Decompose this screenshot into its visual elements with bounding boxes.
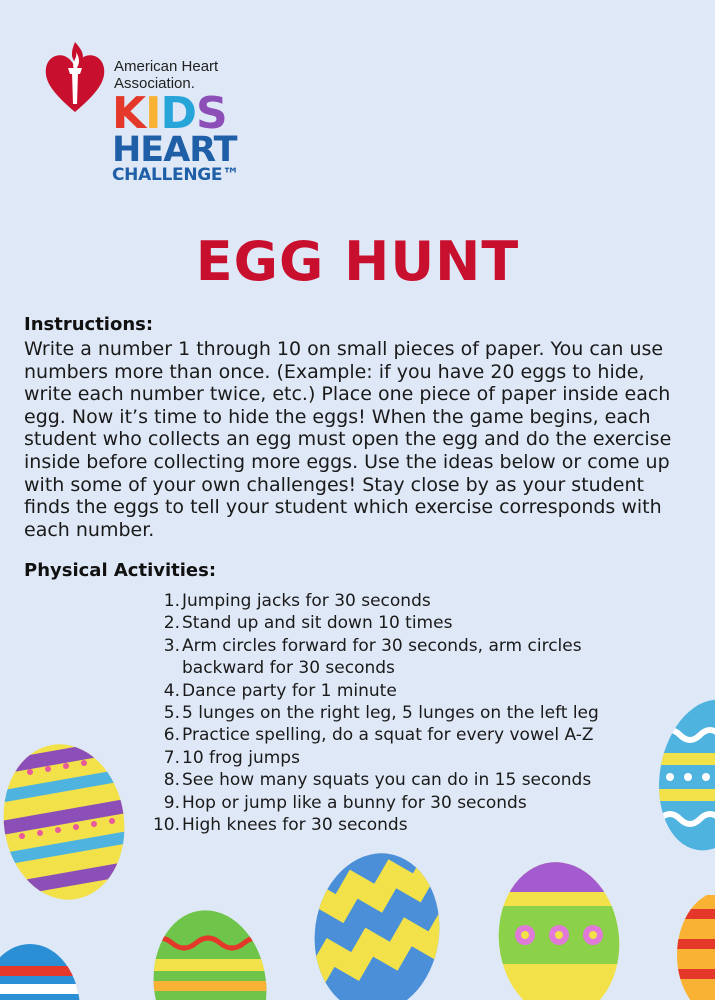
- easter-egg-icon: [0, 740, 135, 905]
- list-item-number: 4.: [163, 680, 180, 701]
- list-item-number: 6.: [163, 725, 180, 746]
- easter-egg-icon: [305, 845, 445, 1000]
- aha-wordmark: [114, 58, 218, 92]
- list-item-text: Arm circles forward for 30 seconds, arm circles backward for 30 seconds: [182, 635, 582, 679]
- easter-egg-icon: [148, 905, 273, 1000]
- page-title: EGG HUNT: [195, 230, 520, 293]
- list-item-text: Dance party for 1 minute: [182, 680, 397, 701]
- aha-line-2: Association.: [114, 75, 195, 92]
- easter-egg-icon: [495, 858, 625, 1000]
- list-item: [152, 724, 652, 746]
- list-item: [152, 702, 652, 724]
- list-item-number: 1.: [163, 591, 180, 611]
- list-item: [152, 612, 652, 634]
- kids-heart-challenge-logo: [42, 38, 242, 188]
- activities-list: [152, 590, 652, 836]
- list-item-text: 5 lunges on the right leg, 5 lunges on the left leg: [182, 703, 599, 724]
- list-item-number: 3.: [163, 635, 180, 656]
- list-item-text: Jumping jacks for 30 seconds: [182, 591, 431, 611]
- list-item-text: 10 frog jumps: [182, 747, 300, 768]
- list-item: [152, 769, 652, 791]
- list-item-number: 2.: [163, 613, 180, 634]
- list-item-text: High knees for 30 seconds: [182, 815, 408, 836]
- kids-word: [112, 88, 239, 139]
- list-item-number: 7.: [163, 747, 180, 768]
- easter-egg-icon: [0, 940, 80, 1000]
- list-item: [152, 747, 652, 769]
- list-item-text: Stand up and sit down 10 times: [182, 613, 453, 634]
- list-item-text: Hop or jump like a bunny for 30 seconds: [182, 792, 527, 813]
- kids-letter-k: K: [112, 88, 146, 139]
- list-item-number: 9.: [163, 792, 180, 813]
- instructions-body: Write a number 1 through 10 on small pieces of paper. You can use numbers more than once. (Example: if you have 20 eggs to hide, write each number twice, etc.) Place one piece of paper inside each egg. Now it’s time to hide the eggs! When the game begins, each student who collects an egg must open the egg and do the exercise inside before collecting more eggs. Use the ideas below or come up with some of your own challenges! Stay close by as your student finds the eggs to tell your student which exercise corresponds with each number.: [24, 338, 672, 541]
- aha-line-1: American Heart: [114, 58, 219, 75]
- kids-letter-i: I: [145, 88, 161, 139]
- list-item-number: 10.: [152, 815, 180, 836]
- list-item: [152, 590, 652, 612]
- list-item: [152, 680, 652, 702]
- list-item-text: Practice spelling, do a squat for every vowel A-Z: [182, 725, 594, 746]
- list-item: [152, 635, 652, 680]
- list-item-number: 5.: [163, 703, 180, 724]
- challenge-word: CHALLENGE™: [112, 165, 239, 185]
- easter-egg-icon: [640, 695, 715, 855]
- kids-letter-d: D: [160, 88, 197, 139]
- heart-word: HEART: [112, 130, 237, 170]
- list-item: [152, 792, 652, 814]
- khc-wordmark: [112, 88, 239, 185]
- list-item-number: 8.: [163, 770, 180, 791]
- kids-letter-s: S: [196, 88, 227, 139]
- instructions-heading: Instructions:: [24, 314, 154, 335]
- heart-torch-icon: [42, 38, 108, 118]
- easter-egg-icon: [668, 895, 715, 1000]
- list-item-text: See how many squats you can do in 15 seconds: [182, 770, 592, 791]
- activities-heading: Physical Activities:: [24, 560, 217, 581]
- list-item: [152, 814, 652, 836]
